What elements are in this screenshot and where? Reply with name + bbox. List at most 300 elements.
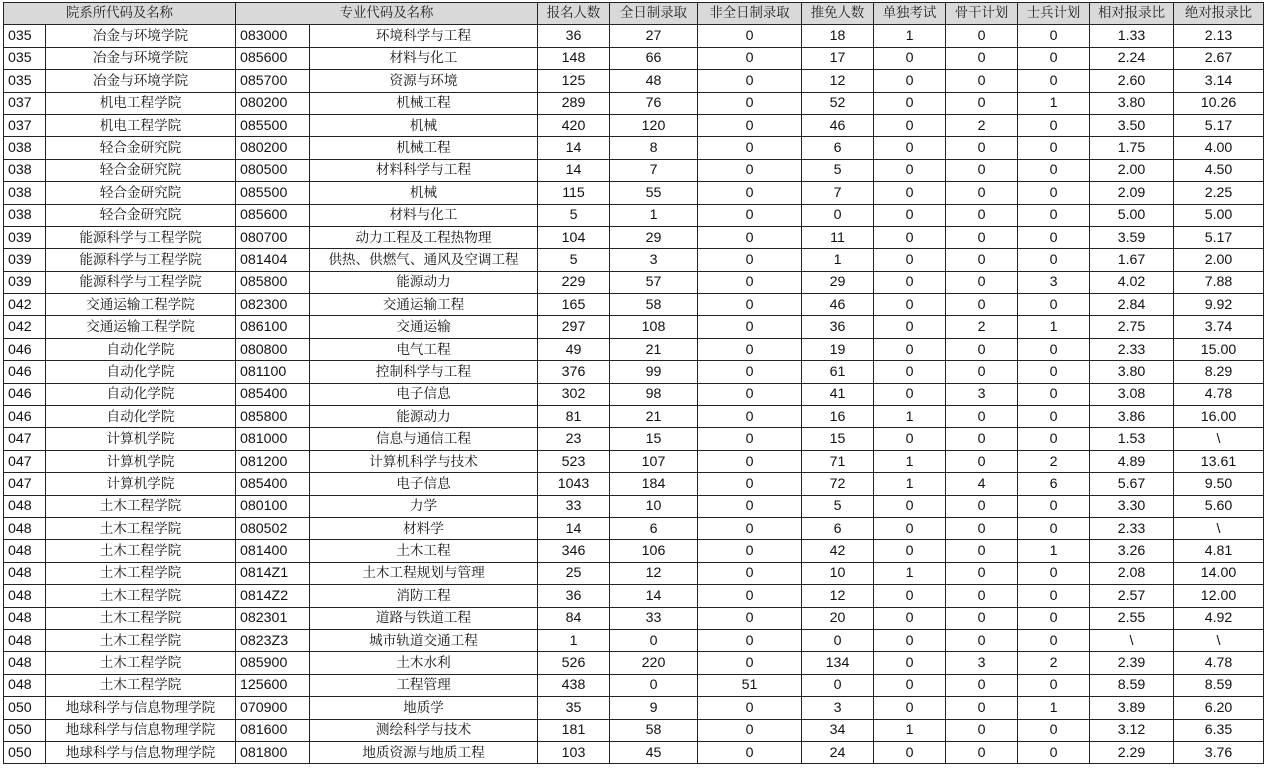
dept-code-cell: 037 — [4, 114, 46, 136]
fulltime-admitted-cell: 21 — [610, 406, 698, 428]
table-row — [4, 495, 1264, 517]
independent-exam-cell: 0 — [874, 182, 946, 204]
major-code-cell: 085500 — [236, 114, 310, 136]
backbone-plan-cell: 3 — [946, 652, 1018, 674]
parttime-admitted-cell: 0 — [698, 316, 802, 338]
recommended-cell: 11 — [802, 226, 874, 248]
fulltime-admitted-cell: 57 — [610, 271, 698, 293]
recommended-cell: 16 — [802, 406, 874, 428]
parttime-admitted-cell: 0 — [698, 383, 802, 405]
major-name-cell: 机械 — [310, 114, 538, 136]
dept-name-cell: 地球科学与信息物理学院 — [46, 741, 236, 763]
major-name-cell: 材料学 — [310, 517, 538, 539]
table-row — [4, 204, 1264, 226]
applicants-cell: 14 — [538, 159, 610, 181]
fulltime-admitted-cell: 76 — [610, 92, 698, 114]
recommended-cell: 61 — [802, 361, 874, 383]
dept-code-cell: 037 — [4, 92, 46, 114]
table-row — [4, 159, 1264, 181]
header-fulltime-admitted: 全日制录取 — [610, 3, 698, 25]
parttime-admitted-cell: 0 — [698, 450, 802, 472]
major-code-cell: 085800 — [236, 271, 310, 293]
relative-ratio-cell: 2.60 — [1090, 70, 1174, 92]
independent-exam-cell: 0 — [874, 585, 946, 607]
applicants-cell: 1 — [538, 629, 610, 651]
major-name-cell: 消防工程 — [310, 585, 538, 607]
major-name-cell: 道路与铁道工程 — [310, 607, 538, 629]
dept-name-cell: 土木工程学院 — [46, 495, 236, 517]
fulltime-admitted-cell: 55 — [610, 182, 698, 204]
parttime-admitted-cell: 0 — [698, 361, 802, 383]
soldier-plan-cell: 1 — [1018, 316, 1090, 338]
relative-ratio-cell: 2.33 — [1090, 338, 1174, 360]
applicants-cell: 420 — [538, 114, 610, 136]
major-code-cell: 080700 — [236, 226, 310, 248]
absolute-ratio-cell: 2.13 — [1174, 25, 1264, 47]
major-name-cell: 供热、供燃气、通风及空调工程 — [310, 249, 538, 271]
relative-ratio-cell: 3.12 — [1090, 719, 1174, 741]
dept-name-cell: 冶金与环境学院 — [46, 70, 236, 92]
major-code-cell: 081400 — [236, 540, 310, 562]
parttime-admitted-cell: 0 — [698, 540, 802, 562]
recommended-cell: 5 — [802, 495, 874, 517]
recommended-cell: 1 — [802, 249, 874, 271]
table-row — [4, 428, 1264, 450]
relative-ratio-cell: 2.33 — [1090, 517, 1174, 539]
major-code-cell: 085800 — [236, 406, 310, 428]
dept-code-cell: 038 — [4, 137, 46, 159]
major-code-cell: 0814Z1 — [236, 562, 310, 584]
dept-name-cell: 机电工程学院 — [46, 114, 236, 136]
parttime-admitted-cell: 0 — [698, 159, 802, 181]
soldier-plan-cell: 0 — [1018, 741, 1090, 763]
independent-exam-cell: 0 — [874, 137, 946, 159]
soldier-plan-cell: 0 — [1018, 182, 1090, 204]
table-row — [4, 383, 1264, 405]
major-code-cell: 082300 — [236, 294, 310, 316]
recommended-cell: 12 — [802, 585, 874, 607]
independent-exam-cell: 0 — [874, 47, 946, 69]
backbone-plan-cell: 0 — [946, 47, 1018, 69]
dept-name-cell: 计算机学院 — [46, 428, 236, 450]
recommended-cell: 3 — [802, 697, 874, 719]
backbone-plan-cell: 0 — [946, 450, 1018, 472]
applicants-cell: 181 — [538, 719, 610, 741]
soldier-plan-cell: 0 — [1018, 249, 1090, 271]
absolute-ratio-cell: 3.76 — [1174, 741, 1264, 763]
recommended-cell: 5 — [802, 159, 874, 181]
independent-exam-cell: 0 — [874, 338, 946, 360]
parttime-admitted-cell: 0 — [698, 697, 802, 719]
backbone-plan-cell: 0 — [946, 697, 1018, 719]
fulltime-admitted-cell: 1 — [610, 204, 698, 226]
backbone-plan-cell: 4 — [946, 473, 1018, 495]
relative-ratio-cell: 2.00 — [1090, 159, 1174, 181]
soldier-plan-cell: 0 — [1018, 114, 1090, 136]
admission-table-container — [3, 2, 1264, 764]
applicants-cell: 35 — [538, 697, 610, 719]
major-name-cell: 土木工程规划与管理 — [310, 562, 538, 584]
independent-exam-cell: 0 — [874, 249, 946, 271]
soldier-plan-cell: 0 — [1018, 383, 1090, 405]
parttime-admitted-cell: 0 — [698, 607, 802, 629]
parttime-admitted-cell: 0 — [698, 271, 802, 293]
dept-name-cell: 冶金与环境学院 — [46, 47, 236, 69]
absolute-ratio-cell: 16.00 — [1174, 406, 1264, 428]
soldier-plan-cell: 0 — [1018, 338, 1090, 360]
major-code-cell: 080502 — [236, 517, 310, 539]
recommended-cell: 17 — [802, 47, 874, 69]
backbone-plan-cell: 3 — [946, 383, 1018, 405]
backbone-plan-cell: 0 — [946, 674, 1018, 696]
major-code-cell: 070900 — [236, 697, 310, 719]
independent-exam-cell: 0 — [874, 697, 946, 719]
absolute-ratio-cell: 2.67 — [1174, 47, 1264, 69]
fulltime-admitted-cell: 10 — [610, 495, 698, 517]
fulltime-admitted-cell: 58 — [610, 294, 698, 316]
recommended-cell: 24 — [802, 741, 874, 763]
backbone-plan-cell: 0 — [946, 226, 1018, 248]
major-name-cell: 电气工程 — [310, 338, 538, 360]
independent-exam-cell: 1 — [874, 25, 946, 47]
backbone-plan-cell: 0 — [946, 249, 1018, 271]
independent-exam-cell: 0 — [874, 70, 946, 92]
recommended-cell: 52 — [802, 92, 874, 114]
parttime-admitted-cell: 0 — [698, 25, 802, 47]
parttime-admitted-cell: 0 — [698, 629, 802, 651]
soldier-plan-cell: 6 — [1018, 473, 1090, 495]
parttime-admitted-cell: 0 — [698, 741, 802, 763]
fulltime-admitted-cell: 220 — [610, 652, 698, 674]
header-recommended: 推免人数 — [802, 3, 874, 25]
dept-code-cell: 039 — [4, 249, 46, 271]
backbone-plan-cell: 0 — [946, 361, 1018, 383]
absolute-ratio-cell: 13.61 — [1174, 450, 1264, 472]
recommended-cell: 7 — [802, 182, 874, 204]
dept-name-cell: 地球科学与信息物理学院 — [46, 719, 236, 741]
major-name-cell: 力学 — [310, 495, 538, 517]
major-code-cell: 085400 — [236, 473, 310, 495]
backbone-plan-cell: 0 — [946, 607, 1018, 629]
major-name-cell: 城市轨道交通工程 — [310, 629, 538, 651]
fulltime-admitted-cell: 0 — [610, 629, 698, 651]
dept-code-cell: 047 — [4, 428, 46, 450]
major-name-cell: 交通运输 — [310, 316, 538, 338]
major-code-cell: 085700 — [236, 70, 310, 92]
applicants-cell: 148 — [538, 47, 610, 69]
backbone-plan-cell: 0 — [946, 517, 1018, 539]
soldier-plan-cell: 0 — [1018, 47, 1090, 69]
relative-ratio-cell: 3.26 — [1090, 540, 1174, 562]
applicants-cell: 36 — [538, 585, 610, 607]
major-name-cell: 控制科学与工程 — [310, 361, 538, 383]
major-code-cell: 085900 — [236, 652, 310, 674]
table-row — [4, 249, 1264, 271]
dept-code-cell: 047 — [4, 450, 46, 472]
dept-code-cell: 048 — [4, 585, 46, 607]
soldier-plan-cell: 0 — [1018, 629, 1090, 651]
soldier-plan-cell: 0 — [1018, 406, 1090, 428]
fulltime-admitted-cell: 15 — [610, 428, 698, 450]
table-row — [4, 517, 1264, 539]
recommended-cell: 72 — [802, 473, 874, 495]
dept-name-cell: 能源科学与工程学院 — [46, 226, 236, 248]
major-name-cell: 资源与环境 — [310, 70, 538, 92]
major-code-cell: 081600 — [236, 719, 310, 741]
dept-code-cell: 035 — [4, 25, 46, 47]
soldier-plan-cell: 0 — [1018, 70, 1090, 92]
absolute-ratio-cell: 9.50 — [1174, 473, 1264, 495]
dept-code-cell: 039 — [4, 226, 46, 248]
backbone-plan-cell: 0 — [946, 92, 1018, 114]
table-row — [4, 406, 1264, 428]
parttime-admitted-cell: 0 — [698, 92, 802, 114]
dept-name-cell: 土木工程学院 — [46, 652, 236, 674]
dept-name-cell: 能源科学与工程学院 — [46, 249, 236, 271]
applicants-cell: 25 — [538, 562, 610, 584]
recommended-cell: 134 — [802, 652, 874, 674]
soldier-plan-cell: 1 — [1018, 92, 1090, 114]
relative-ratio-cell: 2.24 — [1090, 47, 1174, 69]
soldier-plan-cell: 0 — [1018, 428, 1090, 450]
dept-name-cell: 地球科学与信息物理学院 — [46, 697, 236, 719]
relative-ratio-cell: 2.84 — [1090, 294, 1174, 316]
major-name-cell: 测绘科学与技术 — [310, 719, 538, 741]
soldier-plan-cell: 0 — [1018, 562, 1090, 584]
fulltime-admitted-cell: 120 — [610, 114, 698, 136]
fulltime-admitted-cell: 8 — [610, 137, 698, 159]
applicants-cell: 376 — [538, 361, 610, 383]
recommended-cell: 6 — [802, 517, 874, 539]
table-row — [4, 226, 1264, 248]
relative-ratio-cell: 5.00 — [1090, 204, 1174, 226]
parttime-admitted-cell: 0 — [698, 294, 802, 316]
dept-name-cell: 轻合金研究院 — [46, 159, 236, 181]
dept-code-cell: 035 — [4, 70, 46, 92]
absolute-ratio-cell: 9.92 — [1174, 294, 1264, 316]
absolute-ratio-cell: \ — [1174, 629, 1264, 651]
table-row — [4, 585, 1264, 607]
absolute-ratio-cell: 6.35 — [1174, 719, 1264, 741]
major-code-cell: 080500 — [236, 159, 310, 181]
independent-exam-cell: 0 — [874, 271, 946, 293]
major-name-cell: 电子信息 — [310, 473, 538, 495]
major-name-cell: 环境科学与工程 — [310, 25, 538, 47]
major-code-cell: 081800 — [236, 741, 310, 763]
soldier-plan-cell: 0 — [1018, 204, 1090, 226]
dept-code-cell: 046 — [4, 338, 46, 360]
absolute-ratio-cell: 5.00 — [1174, 204, 1264, 226]
independent-exam-cell: 0 — [874, 607, 946, 629]
header-relative-ratio: 相对报录比 — [1090, 3, 1174, 25]
recommended-cell: 46 — [802, 294, 874, 316]
independent-exam-cell: 0 — [874, 204, 946, 226]
absolute-ratio-cell: \ — [1174, 428, 1264, 450]
table-row — [4, 562, 1264, 584]
backbone-plan-cell: 0 — [946, 271, 1018, 293]
fulltime-admitted-cell: 12 — [610, 562, 698, 584]
parttime-admitted-cell: 0 — [698, 428, 802, 450]
table-row — [4, 271, 1264, 293]
major-name-cell: 能源动力 — [310, 271, 538, 293]
dept-code-cell: 050 — [4, 741, 46, 763]
major-code-cell: 081200 — [236, 450, 310, 472]
dept-name-cell: 自动化学院 — [46, 383, 236, 405]
absolute-ratio-cell: 8.59 — [1174, 674, 1264, 696]
soldier-plan-cell: 0 — [1018, 226, 1090, 248]
recommended-cell: 29 — [802, 271, 874, 293]
dept-name-cell: 交通运输工程学院 — [46, 294, 236, 316]
header-absolute-ratio: 绝对报录比 — [1174, 3, 1264, 25]
absolute-ratio-cell: 7.88 — [1174, 271, 1264, 293]
fulltime-admitted-cell: 3 — [610, 249, 698, 271]
table-row — [4, 137, 1264, 159]
relative-ratio-cell: 3.50 — [1090, 114, 1174, 136]
header-parttime-admitted: 非全日制录取 — [698, 3, 802, 25]
relative-ratio-cell: 3.80 — [1090, 92, 1174, 114]
fulltime-admitted-cell: 29 — [610, 226, 698, 248]
relative-ratio-cell: 2.09 — [1090, 182, 1174, 204]
soldier-plan-cell: 3 — [1018, 271, 1090, 293]
relative-ratio-cell: 3.59 — [1090, 226, 1174, 248]
backbone-plan-cell: 0 — [946, 719, 1018, 741]
applicants-cell: 23 — [538, 428, 610, 450]
dept-name-cell: 计算机学院 — [46, 450, 236, 472]
absolute-ratio-cell: 4.00 — [1174, 137, 1264, 159]
backbone-plan-cell: 0 — [946, 741, 1018, 763]
fulltime-admitted-cell: 108 — [610, 316, 698, 338]
relative-ratio-cell: 1.33 — [1090, 25, 1174, 47]
applicants-cell: 5 — [538, 249, 610, 271]
independent-exam-cell: 0 — [874, 629, 946, 651]
soldier-plan-cell: 0 — [1018, 159, 1090, 181]
fulltime-admitted-cell: 7 — [610, 159, 698, 181]
soldier-plan-cell: 1 — [1018, 697, 1090, 719]
fulltime-admitted-cell: 27 — [610, 25, 698, 47]
recommended-cell: 42 — [802, 540, 874, 562]
table-row — [4, 741, 1264, 763]
soldier-plan-cell: 2 — [1018, 450, 1090, 472]
major-name-cell: 材料与化工 — [310, 204, 538, 226]
relative-ratio-cell: 2.29 — [1090, 741, 1174, 763]
fulltime-admitted-cell: 45 — [610, 741, 698, 763]
table-row — [4, 361, 1264, 383]
major-name-cell: 地质学 — [310, 697, 538, 719]
backbone-plan-cell: 0 — [946, 540, 1018, 562]
backbone-plan-cell: 0 — [946, 495, 1018, 517]
fulltime-admitted-cell: 107 — [610, 450, 698, 472]
dept-name-cell: 土木工程学院 — [46, 629, 236, 651]
fulltime-admitted-cell: 6 — [610, 517, 698, 539]
absolute-ratio-cell: 14.00 — [1174, 562, 1264, 584]
major-code-cell: 082301 — [236, 607, 310, 629]
header-major: 专业代码及名称 — [236, 3, 538, 25]
soldier-plan-cell: 0 — [1018, 361, 1090, 383]
absolute-ratio-cell: 4.78 — [1174, 652, 1264, 674]
major-name-cell: 动力工程及工程热物理 — [310, 226, 538, 248]
soldier-plan-cell: 0 — [1018, 25, 1090, 47]
fulltime-admitted-cell: 58 — [610, 719, 698, 741]
soldier-plan-cell: 2 — [1018, 652, 1090, 674]
header-soldier-plan: 士兵计划 — [1018, 3, 1090, 25]
table-row — [4, 540, 1264, 562]
absolute-ratio-cell: 3.14 — [1174, 70, 1264, 92]
absolute-ratio-cell: 2.00 — [1174, 249, 1264, 271]
table-body — [4, 25, 1264, 764]
independent-exam-cell: 0 — [874, 114, 946, 136]
independent-exam-cell: 1 — [874, 562, 946, 584]
dept-name-cell: 能源科学与工程学院 — [46, 271, 236, 293]
backbone-plan-cell: 0 — [946, 406, 1018, 428]
absolute-ratio-cell: 5.17 — [1174, 226, 1264, 248]
parttime-admitted-cell: 0 — [698, 47, 802, 69]
backbone-plan-cell: 0 — [946, 182, 1018, 204]
applicants-cell: 33 — [538, 495, 610, 517]
table-row — [4, 294, 1264, 316]
table-header — [4, 3, 1264, 25]
independent-exam-cell: 0 — [874, 428, 946, 450]
dept-code-cell: 048 — [4, 674, 46, 696]
header-independent-exam: 单独考试 — [874, 3, 946, 25]
applicants-cell: 81 — [538, 406, 610, 428]
recommended-cell: 0 — [802, 674, 874, 696]
relative-ratio-cell: 3.86 — [1090, 406, 1174, 428]
table-row — [4, 450, 1264, 472]
dept-code-cell: 038 — [4, 204, 46, 226]
major-name-cell: 电子信息 — [310, 383, 538, 405]
recommended-cell: 34 — [802, 719, 874, 741]
independent-exam-cell: 1 — [874, 473, 946, 495]
backbone-plan-cell: 0 — [946, 70, 1018, 92]
dept-name-cell: 土木工程学院 — [46, 585, 236, 607]
dept-code-cell: 048 — [4, 495, 46, 517]
major-name-cell: 信息与通信工程 — [310, 428, 538, 450]
applicants-cell: 14 — [538, 137, 610, 159]
recommended-cell: 71 — [802, 450, 874, 472]
independent-exam-cell: 0 — [874, 674, 946, 696]
table-row — [4, 70, 1264, 92]
dept-code-cell: 048 — [4, 562, 46, 584]
backbone-plan-cell: 0 — [946, 25, 1018, 47]
dept-code-cell: 048 — [4, 540, 46, 562]
absolute-ratio-cell: 3.74 — [1174, 316, 1264, 338]
parttime-admitted-cell: 0 — [698, 406, 802, 428]
parttime-admitted-cell: 0 — [698, 137, 802, 159]
recommended-cell: 6 — [802, 137, 874, 159]
applicants-cell: 104 — [538, 226, 610, 248]
dept-code-cell: 038 — [4, 159, 46, 181]
applicants-cell: 297 — [538, 316, 610, 338]
relative-ratio-cell: 3.30 — [1090, 495, 1174, 517]
absolute-ratio-cell: 4.92 — [1174, 607, 1264, 629]
dept-code-cell: 050 — [4, 697, 46, 719]
independent-exam-cell: 0 — [874, 517, 946, 539]
header-department: 院系所代码及名称 — [4, 3, 236, 25]
soldier-plan-cell: 1 — [1018, 540, 1090, 562]
independent-exam-cell: 0 — [874, 361, 946, 383]
parttime-admitted-cell: 0 — [698, 517, 802, 539]
recommended-cell: 36 — [802, 316, 874, 338]
recommended-cell: 19 — [802, 338, 874, 360]
backbone-plan-cell: 0 — [946, 585, 1018, 607]
fulltime-admitted-cell: 14 — [610, 585, 698, 607]
relative-ratio-cell: 4.02 — [1090, 271, 1174, 293]
major-code-cell: 086100 — [236, 316, 310, 338]
dept-name-cell: 轻合金研究院 — [46, 182, 236, 204]
major-code-cell: 085400 — [236, 383, 310, 405]
table-row — [4, 92, 1264, 114]
major-code-cell: 125600 — [236, 674, 310, 696]
